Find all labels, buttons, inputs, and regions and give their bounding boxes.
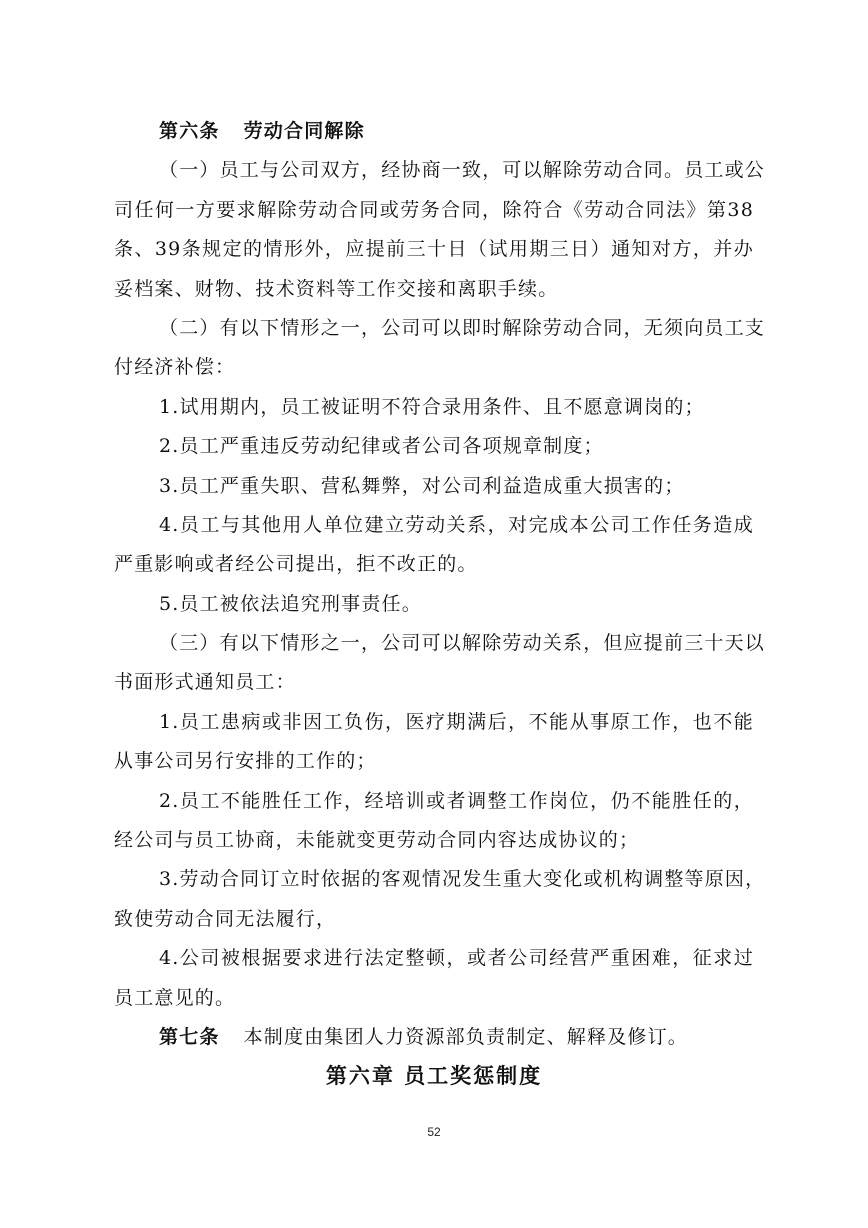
- list-item-continuation: 严重影响或者经公司提出，拒不改正的。: [114, 553, 478, 576]
- list-item: 5.员工被依法追究刑事责任。: [159, 592, 422, 615]
- list-item-continuation: 从事公司另行安排的工作的；: [114, 750, 377, 773]
- para1-line-3: 条、39条规定的情形外，应提前三十日（试用期三日）通知对方，并办: [114, 238, 754, 261]
- para2-line-1: （二）有以下情形之一，公司可以即时解除劳动合同，无须向员工支: [159, 316, 766, 339]
- list-item-continuation: 致使劳动合同无法履行，: [114, 907, 337, 930]
- list-item: 1.员工患病或非因工负伤，医疗期满后，不能从事原工作，也不能: [159, 710, 754, 733]
- para3-line-1: （三）有以下情形之一，公司可以解除劳动关系，但应提前三十天以: [159, 632, 766, 655]
- list-item: 4.员工与其他用人单位建立劳动关系，对完成本公司工作任务造成: [159, 513, 754, 536]
- article-6-header: [114, 112, 754, 151]
- list-item: 4.公司被根据要求进行法定整顿，或者公司经营严重困难，征求过: [159, 947, 754, 970]
- list-item: 2.员工不能胜任工作，经培训或者调整工作岗位，仍不能胜任的，: [159, 789, 754, 812]
- article-7: [114, 1018, 754, 1057]
- list-item-continuation: 员工意见的。: [114, 986, 236, 1009]
- list-item-continuation: 经公司与员工协商，未能就变更劳动合同内容达成协议的；: [114, 829, 640, 852]
- article-6-title: 劳动合同解除: [243, 120, 365, 142]
- para2-line-2: 付经济补偿：: [114, 356, 236, 379]
- list-item: 3.劳动合同订立时依据的客观情况发生重大变化或机构调整等原因，: [159, 868, 766, 891]
- para1-line-1: （一）员工与公司双方，经协商一致，可以解除劳动合同。员工或公: [159, 159, 766, 182]
- para1-line-2: 司任何一方要求解除劳动合同或劳务合同，除符合《劳动合同法》第38: [114, 198, 754, 221]
- article-6-heading: 第六条: [159, 120, 220, 142]
- para3-line-2: 书面形式通知员工：: [114, 671, 296, 694]
- page-number: 52: [427, 1125, 441, 1139]
- article-7-heading: 第七条: [159, 1025, 220, 1048]
- article-7-text: 本制度由集团人力资源部负责制定、解释及修订。: [243, 1025, 689, 1048]
- para1-line-4: 妥档案、财物、技术资料等工作交接和离职手续。: [114, 277, 559, 300]
- list-item: 2.员工严重违反劳动纪律或者公司各项规章制度；: [159, 435, 604, 458]
- list-item: 3.员工严重失职、营私舞弊，对公司利益造成重大损害的；: [159, 474, 685, 497]
- page-content: [114, 112, 766, 1097]
- chapter-title: 第六章 员工奖惩制度: [325, 1064, 543, 1089]
- list-item: 1.试用期内，员工被证明不符合录用条件、且不愿意调岗的；: [159, 395, 705, 418]
